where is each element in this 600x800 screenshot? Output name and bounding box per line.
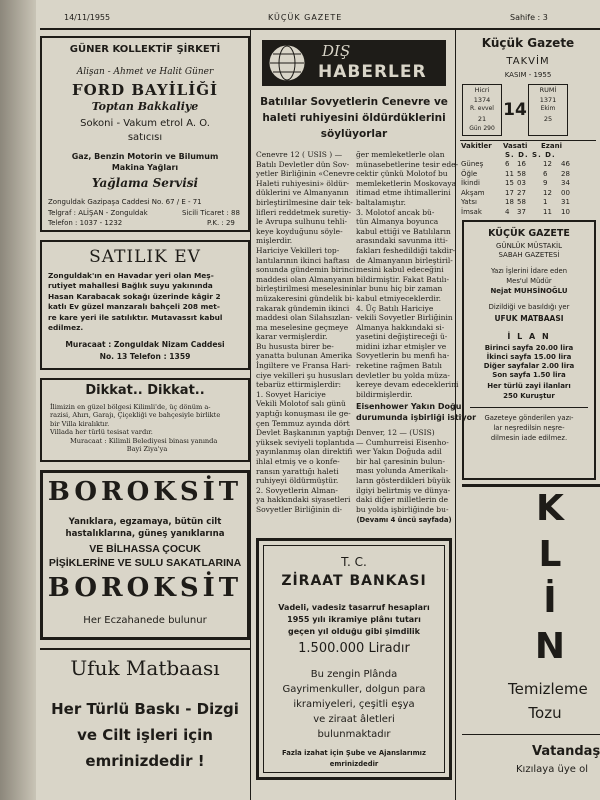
ufuk-line-1: Her Türlü Baskı - Dizgi	[51, 700, 239, 718]
boroksit-line-1: Yanıklara, egzamaya, bütün cilt	[68, 517, 222, 527]
article-line: birleştirilmesi meselesinin	[256, 284, 357, 294]
house-line: Zonguldak'ın en Havadar yeri olan Meş-	[48, 271, 214, 280]
villa-line: razisi, Ahırı, Garajı, Çiçekliği ve bahçesiyle birlikte	[50, 411, 221, 420]
prayer-time-cell: 18	[505, 198, 514, 207]
article-line: yayınlanmış olan direktifi	[256, 447, 353, 457]
article-line: Sovyetlerin bu menfi ha-	[356, 351, 450, 361]
hicri-label: Hicri	[474, 86, 490, 94]
klin-letter: L	[538, 534, 562, 575]
prayer-time-cell: 00	[561, 188, 570, 197]
villa-text	[50, 403, 244, 453]
boroksit-brand-top: BOROKSİT	[47, 477, 243, 507]
article-line: 1. Sovyet Hariciye	[256, 389, 326, 399]
house-line: Hasan Karabacak sokağı üzerinde kâgir 2	[48, 291, 221, 301]
rumi-date-box	[528, 84, 568, 136]
prayer-time-cell: 10	[561, 207, 570, 216]
prayer-time-cell: 11	[505, 169, 514, 178]
ad-rate: Birinci sayfa 20.00 lira	[484, 344, 574, 352]
article-line: Batılı Devletler dün Sov-	[256, 159, 350, 169]
article-line: — Cumhurreisi Eisenho-	[356, 437, 449, 447]
ford-seller: satıcısı	[127, 132, 163, 143]
klin-letter: K	[536, 488, 564, 529]
masthead-rule	[470, 407, 588, 408]
article-line: baltalamıştır.	[356, 197, 406, 207]
article-line: Almanya hakkındaki si-	[356, 322, 445, 332]
boroksit-bottom: Her Eczahanede bulunur	[83, 615, 207, 626]
article-line: yanatta bulunan Amerika	[256, 351, 353, 361]
article-line: daki diğer milletlerin de	[356, 495, 449, 505]
prayer-head-times: Vakitler	[461, 142, 492, 150]
article-line: de Almanyanın birleştiril-	[356, 255, 453, 265]
article-line: İngiltere ve Fransa Hari-	[256, 361, 351, 371]
article-line: mişlerdir.	[256, 236, 293, 246]
foreign-news-headline-1: Batılılar Sovyetlerin Cenevre ve	[260, 96, 448, 108]
globe-icon	[268, 44, 306, 82]
ford-pobox: P.K. : 29	[207, 219, 235, 227]
article-line: cektir çünkü Molotof bu	[356, 169, 448, 179]
masthead-owner: Nejat MUHSİNOĞLU	[490, 287, 568, 295]
ziraat-line-6: ikramiyeleri, çeşitli eşya	[293, 699, 415, 710]
hicri-day: 21	[477, 115, 487, 123]
ford-trade: Toptan Bakkaliye	[91, 100, 199, 113]
masthead-subtitle: GÜNLÜK MÜSTAKİL	[496, 242, 562, 250]
boroksit-brand-bottom: BOROKSİT	[47, 573, 243, 603]
ziraat-amount: 1.500.000 Liradır	[298, 641, 410, 656]
citizen-ad-2: Kızılaya üye ol	[516, 764, 588, 775]
article-line: arasındaki savunma itti-	[356, 236, 448, 246]
ufuk-rule	[40, 648, 250, 650]
prayer-time-cell: 31	[561, 198, 570, 207]
article-line: 4. Üç Batılı Hariciye	[356, 303, 434, 313]
article-line: bu yolda işbirliğinde bu-	[356, 504, 449, 514]
ford-address: Zonguldak Gazipaşa Caddesi No. 67 / E - 71	[48, 198, 202, 206]
prayer-head-vasati: Vasati	[503, 142, 528, 150]
page-edge	[0, 0, 36, 800]
prayer-time-cell: 27	[517, 188, 526, 197]
prayer-time-cell: 58	[517, 169, 526, 178]
article-line: bir hal çaresinin bulun-	[356, 456, 445, 466]
article-line: müzakeresini gündelik bi-	[256, 293, 355, 303]
ford-registry: Sicili Ticaret : 88	[182, 209, 240, 217]
article-line: fakları feshedildiği takdir-	[356, 245, 456, 255]
house-title: SATILIK EV	[89, 247, 201, 267]
klin-product-1: Temizleme	[508, 680, 588, 698]
house-line: re kare yeri ile satılıktır. Mutavassıt kabul	[48, 312, 223, 322]
article-line: karar vermişlerdir.	[256, 332, 328, 342]
masthead-title: KÜÇÜK GAZETE	[488, 228, 570, 239]
prayer-name: Güneş	[461, 160, 484, 168]
prayer-head-ezani: Ezani	[541, 142, 562, 150]
ford-telegram: Telgraf : ALİŞAN - Zonguldak	[48, 209, 148, 217]
article-line: 2. Sovyetlerin Alman-	[256, 485, 338, 495]
article-line: wer Yakın Doğuda adil	[356, 447, 442, 457]
ziraat-bank-ad	[256, 538, 452, 780]
article-line: le Avrupa sulhunu tehli-	[256, 217, 348, 227]
hicri-year: 1374	[473, 96, 491, 104]
masthead-note-3: dilmesin iade edilmez.	[490, 434, 568, 442]
ford-service: Yağlama Servisi	[91, 176, 199, 190]
article-line: düklerini ve Almanyanın	[256, 188, 349, 198]
article-line: 3. Molotof ancak bü-	[356, 207, 435, 217]
klin-bottom-rule	[462, 734, 600, 735]
villa-line: Villada her türlü tesisat vardır.	[50, 428, 153, 437]
foreign-news-label-2: HABERLER	[318, 62, 427, 82]
masthead-printer-label: Dizildiği ve basıldığı yer	[488, 303, 570, 311]
prayer-time-cell: 1	[543, 198, 548, 207]
prayer-time-cell: 12	[543, 188, 552, 197]
article-line: vekili Sovyetler Birliğinin	[356, 313, 453, 323]
foreign-news-column-1	[256, 150, 357, 515]
article-line: ğer memleketlerle olan	[356, 150, 445, 159]
continued-note: (Devamı 4 üncü sayfada)	[356, 516, 452, 524]
villa-line: Bayi Ziya'ya	[126, 445, 168, 454]
article-line: ma meselesine geçmeye	[256, 322, 349, 332]
header-page-number: Sahife : 3	[510, 13, 548, 22]
prayer-time-cell: 6	[543, 169, 548, 178]
ufuk-line-3: emrinizdedir !	[85, 752, 205, 770]
ziraat-line-9: Fazla izahat için Şube ve Ajanslarımız	[282, 749, 426, 757]
article-line: lar bunu hiç bir zaman	[356, 284, 443, 294]
prayer-row	[461, 179, 595, 189]
villa-line: İlimizin en güzel bölgesi Kilimli'de, üç dönüm a-	[50, 403, 211, 411]
article-line: kabul etmiyeceklerdir.	[356, 293, 442, 303]
header-date: 14/11/1955	[64, 13, 111, 22]
prayer-row	[461, 160, 595, 170]
foreign-news-banner	[262, 40, 446, 86]
ziraat-tc: T. C.	[341, 555, 367, 569]
article-line: yetler Birliğinin «Cenevre	[256, 169, 355, 179]
ford-dealer-title: FORD BAYİLİĞİ	[71, 81, 219, 99]
rumi-year: 1371	[539, 96, 557, 104]
villa-line: Muracaat : Kilimli Belediyesi binası yanında	[70, 436, 218, 445]
ziraat-line-10: emrinizdedir	[329, 760, 379, 768]
article-line: ruhiyeyi öldürmüştür.	[256, 476, 339, 486]
ad-rate: Diğer sayfalar 2.00 lira	[483, 362, 575, 370]
ford-goods-1: Gaz, Benzin Motorin ve Bilumum	[71, 152, 219, 161]
article-line: reketine rağmen Batılı	[356, 361, 442, 371]
villa-line: bir Villa kiralıktır.	[50, 419, 110, 428]
prayer-time-cell: 4	[505, 207, 510, 216]
article-line: ların gösterdikleri büyük	[356, 475, 451, 485]
ford-phone: Telefon : 1037 - 1232	[48, 219, 123, 227]
article-line: maddesi olan Almanyanın	[256, 274, 354, 284]
lost-ad-price: 250 Kuruştur	[503, 392, 555, 400]
article-line: itimad etme ihtimallerini	[356, 188, 451, 198]
ziraat-line-2: 1955 yılı ikramiye plânı tutarı	[287, 615, 421, 624]
masthead-printer: UFUK MATBAASI	[494, 314, 564, 323]
article-line: ihlal etmiş ve o konfe-	[256, 457, 340, 466]
masthead-owner-label-2: Mes'ul Müdür	[506, 277, 552, 285]
house-for-sale-ad	[40, 240, 250, 370]
article-line: Sovyetler Birliğinin di-	[256, 504, 343, 514]
ad-rate: Son sayfa 1.50 lira	[492, 371, 566, 379]
hicri-number: Gün 290	[469, 125, 495, 132]
villa-rent-ad	[40, 378, 250, 462]
klin-letter: N	[534, 626, 566, 667]
rumi-label: RUMİ	[539, 86, 557, 94]
article-line: yaptığı konuşması ile ge-	[256, 409, 351, 419]
ad-rates-title: İ L A N	[507, 332, 551, 341]
masthead-owner-label: Yazı İşlerini İdare eden	[490, 267, 568, 275]
masthead-note-2: lar neşredilsin neşre-	[493, 424, 565, 432]
klin-letter: İ	[543, 580, 557, 621]
prayer-time-cell: 16	[517, 160, 526, 168]
article-line: devletler bu yolda müza-	[356, 370, 450, 380]
ziraat-line-8: bulunmaktadır	[317, 729, 391, 740]
article-line: sonunda gündemin birinci	[256, 265, 356, 275]
villa-title: Dikkat.. Dikkat..	[85, 383, 205, 398]
ufuk-line-2: ve Cilt işleri için	[77, 726, 213, 744]
article-line: bildirmişlerdir.	[356, 389, 413, 399]
ford-company-title: GÜNER KOLLEKTİF ŞİRKETİ	[69, 44, 221, 55]
article-line: lantılarının ikinci haftası	[256, 255, 350, 265]
article-line: keye koyduğunu söyle-	[256, 226, 343, 236]
foreign-news-column-2	[356, 150, 459, 399]
article-line: yüksek seviyeli toplantıda	[256, 437, 355, 447]
lost-ad-rate: Her türlü zayi ilanları	[487, 382, 571, 390]
ziraat-line-5: Gayrimenkuller, dolgun para	[282, 684, 426, 695]
boroksit-line-2: hastalıklarına, güneş yanıklarına	[65, 529, 225, 539]
article-line: bildirmiştir. Fakat Batılı-	[356, 274, 449, 284]
article-line: kereye devam edeceklerini	[356, 380, 459, 390]
ziraat-line-4: Bu zengin Plânda	[310, 669, 398, 680]
calendar-day: 14	[503, 100, 527, 120]
article-line: mesini kabul edeceğini	[356, 265, 444, 275]
masthead-note-1: Gazeteye gönderilen yazı-	[484, 414, 574, 422]
masthead-subtitle-2: SABAH GAZETESİ	[498, 251, 560, 259]
article-line: kabul ettiği ve Batılıların	[356, 226, 451, 236]
article-line: münasebetlerine tesir ede-	[356, 159, 459, 169]
article-line: Vekili Molotof salı günü	[256, 399, 346, 409]
prayer-name: Yatsı	[461, 198, 477, 207]
calendar-month: KASIM - 1955	[504, 71, 552, 79]
prayer-name: İkindi	[461, 179, 480, 188]
prayer-name: Akşam	[461, 188, 485, 197]
article-line: lifleri reddetmek suretiy-	[256, 207, 352, 217]
citizen-ad: Vatandaş	[532, 744, 600, 759]
rumi-month: Ekim	[540, 105, 556, 112]
ad-rate: İkinci sayfa 15.00 lira	[486, 353, 572, 361]
boroksit-line-3: VE BİLHASSA ÇOCUK	[89, 543, 201, 555]
prayer-time-cell: 12	[543, 160, 552, 168]
ziraat-line-7: ve ziraat âletleri	[313, 714, 395, 725]
prayer-time-cell: 15	[505, 179, 514, 188]
prayer-time-cell: 17	[505, 188, 514, 197]
prayer-row	[461, 208, 595, 218]
house-line: katlı Ev güzel manzaralı bahçeli 208 met-	[48, 302, 220, 312]
prayer-name: İmsak	[461, 207, 482, 216]
prayer-time-cell: 58	[517, 198, 526, 207]
prayer-time-cell: 11	[543, 207, 552, 216]
article-line: rakarak gündemin ikinci	[256, 303, 350, 313]
article-line: ransın yarattığı haleti	[256, 466, 339, 476]
klin-product-2: Tozu	[528, 704, 562, 722]
article-line: Bu hususta birer be-	[256, 341, 334, 351]
article-line: yasetini değiştireceği ü-	[356, 332, 448, 342]
calendar-brand: Küçük Gazete	[481, 36, 575, 50]
boroksit-ad	[40, 470, 250, 640]
article-line: Hariciye Vekilleri top-	[256, 245, 340, 255]
article-line: Haleti ruhiyesini» öldür-	[256, 178, 350, 188]
article-line: ması yolunda Amerikalı-	[356, 466, 448, 476]
article-line: birleştirilmesine dair tek-	[256, 197, 353, 207]
article-line: Devlet Başkanının yaptığı	[256, 428, 354, 438]
house-line: rutiyet mahallesi Bağlık suyu yakınında	[48, 281, 213, 291]
boroksit-line-4: PİŞİKLERİNE VE SULU SAKATLARINA	[48, 557, 242, 569]
prayer-row	[461, 170, 595, 180]
article-line: ciye vekilleri şu hususları	[256, 370, 353, 380]
ford-owners: Alişan - Ahmet ve Halit Güner	[76, 67, 214, 77]
column-rule-1	[250, 30, 251, 800]
foreign-news-headline-3: söylüyorlar	[320, 128, 388, 140]
prayer-subhead: S. D. S. D.	[505, 151, 556, 159]
house-contact-1: Muracaat : Zonguldak Nizam Caddesi	[65, 340, 225, 349]
ziraat-line-1: Vadeli, vadesiz tasarruf hesapları	[278, 603, 430, 612]
house-line: edilmez.	[48, 323, 84, 333]
article-line: çen Temmuz ayında dört	[256, 418, 350, 428]
article-line: memleketlerin Moskovaya	[356, 178, 457, 188]
ford-dealer-ad	[40, 36, 250, 232]
article-line: ya hakkındaki siyasetleri	[256, 495, 351, 505]
header-rule	[40, 28, 600, 30]
rumi-day: 25	[543, 115, 553, 123]
hicri-month: R. evvel	[470, 105, 494, 112]
house-text	[48, 271, 244, 333]
article-line: midini izhar etmişler ve	[356, 341, 447, 351]
ford-goods-2: Makina Yağları	[111, 163, 179, 172]
ziraat-line-3: geçen yıl olduğu gibi şimdilik	[288, 627, 420, 636]
article-line: tebarüz ettirmişlerdir:	[256, 380, 342, 390]
eisenhower-headline-1: Eisenhower Yakın Doğu	[356, 402, 462, 411]
prayer-name: Öğle	[461, 169, 478, 178]
prayer-time-cell: 6	[505, 160, 510, 168]
article-line: ilgiyi belirtmiş ve dünya-	[356, 485, 451, 495]
eisenhower-headline-2: durumunda işbirliği istiyor	[356, 413, 477, 422]
prayer-time-cell: 37	[517, 207, 526, 216]
prayer-time-cell: 46	[561, 160, 570, 168]
prayer-time-cell: 9	[543, 179, 548, 188]
hicri-date-box	[462, 84, 502, 136]
eisenhower-column	[356, 428, 452, 514]
prayer-row	[461, 198, 595, 208]
article-line: Cenevre 12 ( USIS ) —	[256, 150, 343, 159]
calendar-title: TAKVİM	[506, 56, 550, 67]
house-contact-2: No. 13 Telefon : 1359	[99, 352, 191, 361]
prayer-time-cell: 34	[561, 179, 570, 188]
article-line: Denver, 12 — (USIS)	[356, 428, 435, 437]
header-paper-name: KÜÇÜK GAZETE	[268, 13, 343, 22]
ufuk-name: Ufuk Matbaası	[70, 656, 220, 680]
klin-rule	[462, 484, 600, 487]
prayer-time-cell: 03	[517, 179, 526, 188]
article-line: maddesi olan Silahsızlan-	[256, 313, 353, 323]
ford-socony: Sokoni - Vakum etrol A. O.	[80, 118, 210, 129]
ziraat-name: ZİRAAT BANKASI	[281, 573, 427, 589]
prayer-row	[461, 189, 595, 199]
article-line: tün Almanya boyunca	[356, 217, 439, 227]
calendar-rule	[460, 140, 596, 141]
masthead-box	[462, 220, 596, 480]
prayer-times-table	[461, 160, 595, 218]
foreign-news-headline-2: haleti ruhiyesini öldürdüklerini	[262, 112, 446, 124]
prayer-time-cell: 28	[561, 169, 570, 178]
foreign-news-label-1: DIŞ	[322, 42, 351, 60]
